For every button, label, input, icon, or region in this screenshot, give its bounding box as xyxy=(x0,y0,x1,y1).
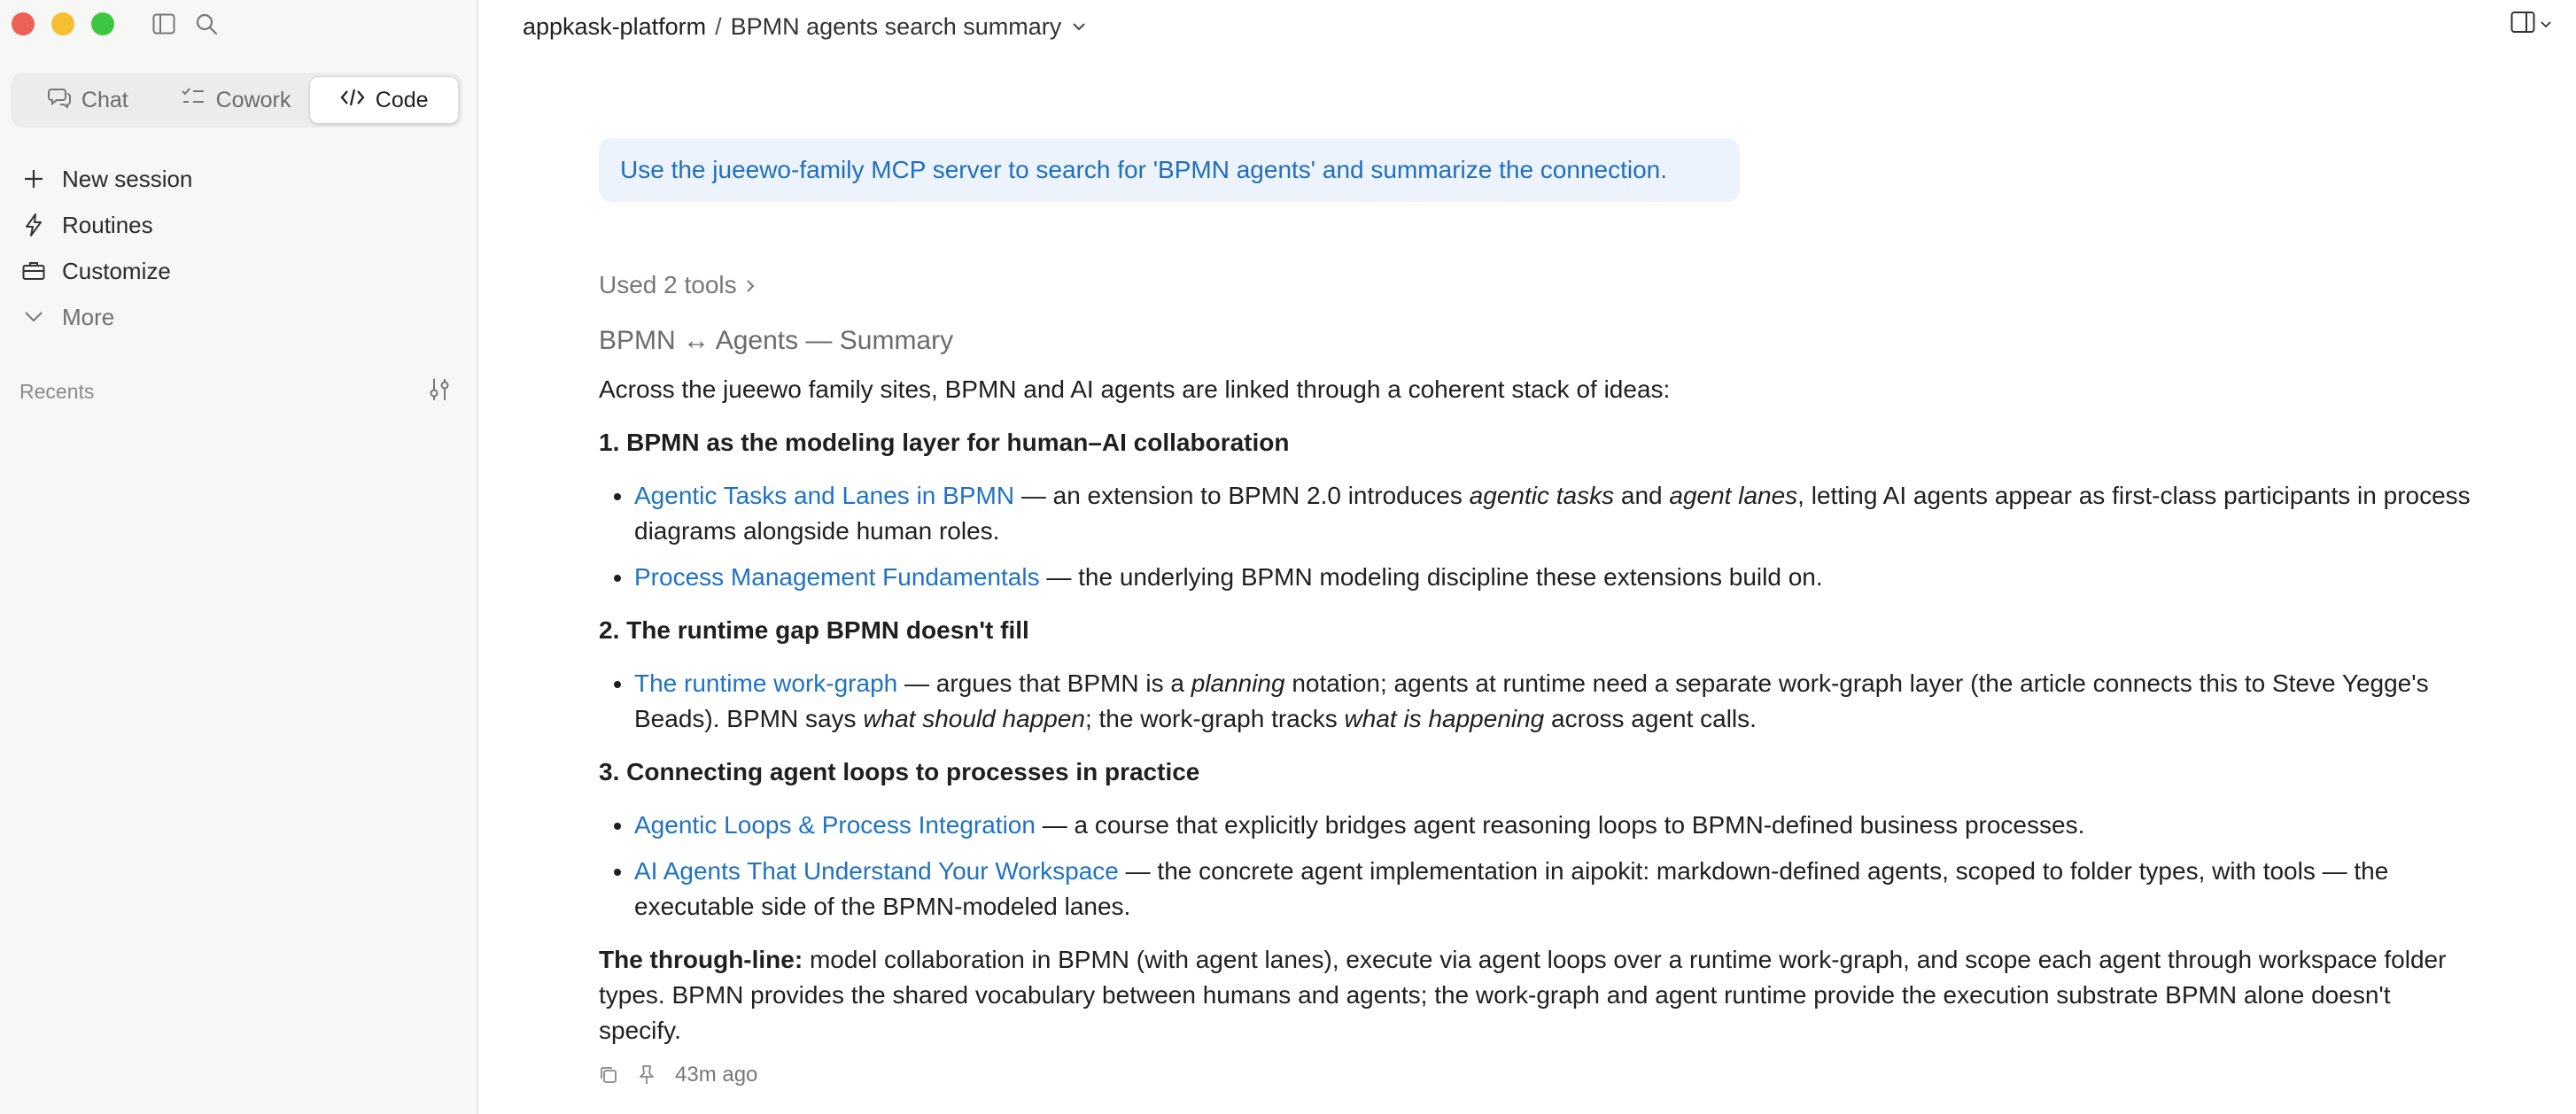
item-emphasis: agent lanes xyxy=(1669,482,1798,509)
search-icon[interactable] xyxy=(193,11,220,37)
copy-icon[interactable] xyxy=(599,1065,618,1085)
item-emphasis: planning xyxy=(1191,669,1285,697)
item-emphasis: what should happen xyxy=(863,705,1085,732)
session-title[interactable]: BPMN agents search summary xyxy=(730,12,1062,40)
briefcase-icon xyxy=(19,261,48,281)
link-ai-agents-workspace[interactable]: AI Agents That Understand Your Workspace xyxy=(634,857,1119,885)
through-line-text: model collaboration in BPMN (with agent lanes), execute via agent loops over a runtime work-graph, and scope each agent through workspace folder types. BPMN provides the shared vocabulary between humans and agents; the work-graph and agent runtime provide the execution substrate BPMN alone doesn't specify. xyxy=(599,946,2447,1044)
item-text: — argues that BPMN is a xyxy=(897,669,1191,697)
list-item xyxy=(634,808,2477,843)
item-emphasis: what is happening xyxy=(1344,705,1545,732)
routines-label: Routines xyxy=(62,211,153,238)
section-heading: 1. BPMN as the modeling layer for human–AI collaboration xyxy=(599,429,1290,456)
user-message-text: Use the jueewo-family MCP server to search for 'BPMN agents' and summarize the connection. xyxy=(620,156,1668,183)
item-text: across agent calls. xyxy=(1544,705,1757,732)
filter-sliders-icon[interactable] xyxy=(427,377,452,406)
user-message xyxy=(599,138,1740,202)
mode-code-label: Code xyxy=(375,87,429,112)
mode-cowork-button[interactable] xyxy=(162,76,310,124)
item-text: notation; agents at runtime need a separate work-graph layer (the article connects this to Steve Yegge's Beads). BPMN says xyxy=(634,669,2429,732)
mode-chat-button[interactable] xyxy=(14,76,162,124)
panel-toggle-button[interactable] xyxy=(2510,11,2551,38)
section-heading: 2. The runtime gap BPMN doesn't fill xyxy=(599,616,1029,644)
link-agentic-tasks-lanes[interactable]: Agentic Tasks and Lanes in BPMN xyxy=(634,482,1015,509)
breadcrumb xyxy=(523,9,1086,44)
mode-cowork-label: Cowork xyxy=(215,87,291,112)
assistant-response xyxy=(599,319,2477,1066)
list-item xyxy=(634,854,2477,924)
more-button[interactable] xyxy=(19,294,192,340)
item-text: — the underlying BPMN modeling discipline these extensions build on. xyxy=(1039,563,1823,591)
list-item xyxy=(634,478,2477,549)
through-line xyxy=(599,942,2477,1048)
chat-bubble-icon xyxy=(48,87,71,114)
plus-icon xyxy=(19,168,48,190)
minimize-window-button[interactable] xyxy=(51,12,74,35)
lightning-icon xyxy=(19,213,48,236)
checklist-icon xyxy=(181,87,206,114)
chevron-down-icon[interactable] xyxy=(1072,22,1086,31)
pin-icon[interactable] xyxy=(638,1064,656,1086)
item-text: — the concrete agent implementation in aipokit: markdown-defined agents, scoped to folder types, with tools — the executable side of the BPMN-modeled lanes. xyxy=(634,857,2389,920)
response-title: BPMN ↔ Agents — Summary xyxy=(599,326,954,355)
message-footer xyxy=(599,1063,757,1087)
breadcrumb-project[interactable]: appkask-platform xyxy=(523,12,707,40)
tools-used-label: Used 2 tools xyxy=(599,271,737,298)
response-intro: Across the jueewo family sites, BPMN and AI agents are linked through a coherent stack of ideas: xyxy=(599,375,1671,403)
item-text: — a course that explicitly bridges agent reasoning loops to BPMN-defined business processes. xyxy=(1035,811,2085,839)
breadcrumb-separator: / xyxy=(715,12,722,40)
tools-used-toggle[interactable] xyxy=(599,271,755,299)
through-line-label: The through-line: xyxy=(599,946,803,973)
chevron-down-icon xyxy=(19,311,48,323)
list-item xyxy=(634,666,2477,737)
customize-button[interactable] xyxy=(19,248,192,294)
mode-chat-label: Chat xyxy=(81,87,128,112)
item-text: — an extension to BPMN 2.0 introduces xyxy=(1014,482,1470,509)
link-process-management[interactable]: Process Management Fundamentals xyxy=(634,563,1040,591)
item-emphasis: agentic tasks xyxy=(1469,482,1615,509)
recents-label: Recents xyxy=(19,380,95,403)
link-agentic-loops[interactable]: Agentic Loops & Process Integration xyxy=(634,811,1036,839)
routines-button[interactable] xyxy=(19,202,192,248)
sidebar-toggle-icon[interactable] xyxy=(151,11,177,37)
link-runtime-work-graph[interactable]: The runtime work-graph xyxy=(634,669,898,697)
zoom-window-button[interactable] xyxy=(91,12,114,35)
timestamp: 43m ago xyxy=(675,1063,758,1087)
more-label: More xyxy=(62,303,115,330)
section-list xyxy=(599,808,2477,924)
mode-switcher xyxy=(11,73,462,128)
section-list xyxy=(599,666,2477,737)
mode-code-button[interactable] xyxy=(309,76,459,124)
item-text: ; the work-graph tracks xyxy=(1084,705,1345,732)
code-icon xyxy=(340,87,365,114)
section-heading: 3. Connecting agent loops to processes in practice xyxy=(599,758,1200,785)
sidebar xyxy=(0,0,478,1114)
new-session-label: New session xyxy=(62,165,193,192)
close-window-button[interactable] xyxy=(12,12,35,35)
window-controls xyxy=(12,12,114,35)
item-text: and xyxy=(1614,482,1670,509)
customize-label: Customize xyxy=(62,257,171,284)
section-list xyxy=(599,478,2477,595)
list-item xyxy=(634,560,2477,595)
new-session-button[interactable] xyxy=(19,156,192,202)
chevron-right-icon xyxy=(746,271,755,299)
item-text: , letting AI agents appear as first-class participants in process diagrams alongside human roles. xyxy=(634,482,2471,545)
chevron-down-icon xyxy=(2541,17,2551,33)
recents-header xyxy=(19,377,452,406)
sidebar-nav xyxy=(19,156,192,340)
right-panel-icon xyxy=(2510,11,2535,38)
